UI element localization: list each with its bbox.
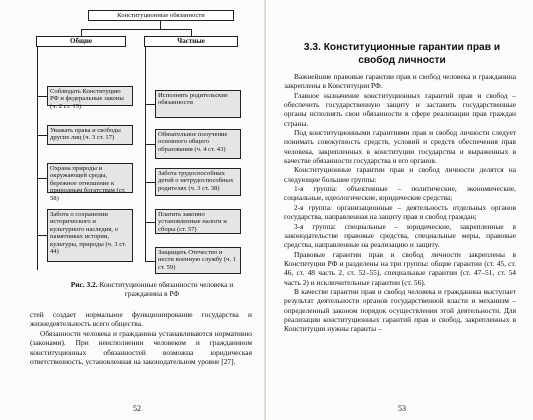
connector	[145, 182, 155, 183]
right-page	[266, 0, 533, 420]
section-heading: 3.3. Конституционные гарантии прав и свобод личности	[303, 42, 501, 66]
general-item-box: Забота о сохранении исторического и культурного наследия, о памятниках истории, культуры, природы (ч. 3 ст. 44)	[47, 209, 133, 262]
figure-caption	[52, 280, 252, 298]
connector	[37, 178, 47, 179]
connector	[145, 144, 155, 145]
left-page	[0, 0, 266, 420]
caption-text: Конституционные обязанности человека и гражданина в РФ	[97, 280, 234, 298]
connector	[160, 21, 161, 29]
page-number: 53	[398, 404, 406, 413]
paragraph: В качестве гарантии прав и свобод человека и гражданина выступает результат деятельности органов государственной власти и механизм – определенный законом порядок осуществления этой деятельности. Для реализации конституционных гарантий прав и свобод, закрепленных в Конституции нужны гаранты –	[284, 286, 516, 334]
paragraph: Конституционные гарантии прав и свобод личности делятся на следующие большие группы:	[284, 165, 516, 184]
paragraph: стей создает нормальное функционирование государства и жизнедеятельность всего общества.	[30, 310, 252, 329]
paragraph: Важнейшие правовые гарантии прав и свобод человека и гражданина закреплены в Конституции РФ.	[284, 72, 516, 91]
diagram-root-box: Конституционные обязанности	[88, 10, 234, 21]
connector	[191, 29, 192, 36]
specific-item-box: Исполнять родительские обязанности	[155, 90, 241, 118]
specific-item-box: Обязательное получение основного общего образования (ч. 4 ст. 43)	[155, 129, 241, 159]
general-item-box: Охрана природы и окружающей среды, бережное отношение к природным богатствам (ст. 58)	[47, 163, 133, 193]
connector	[145, 222, 155, 223]
connector	[145, 261, 155, 262]
connector	[37, 235, 47, 236]
connector	[81, 29, 191, 30]
general-item-box: Уважать права и свободы других лиц (ч. 3 ст. 17)	[47, 125, 133, 145]
connector	[37, 96, 47, 97]
connector	[145, 47, 146, 261]
paragraph: Под конституционными гарантиями прав и свобод личности следует понимать совокупность средств, условий и средств обеспечения прав человека, закрепленных в конституции государства и выраженных в качестве обязанности государства и его органов.	[284, 128, 516, 166]
paragraph: Обязанности человека и гражданина устанавливаются нормативно (законами). При неисполнении человеком и гражданином конституционных обязанностей возможна юридическая ответственность, установленная на законодательном уровне [27].	[30, 328, 252, 367]
connector	[145, 104, 155, 105]
connector	[37, 135, 47, 136]
specific-item-box: Защищать Отечество и нести военную службу (ч. 1 ст. 59)	[155, 247, 241, 274]
paragraph: Главное назначение конституционных гарантий прав и свобод – обеспечить государственную защиту и заставить государственные органы исполнять свои обязанности в сфере реализации прав граждан страны.	[284, 90, 516, 128]
left-body-text	[30, 310, 252, 366]
connector	[37, 47, 38, 270]
page-number: 52	[133, 404, 141, 413]
caption-label: Рис. 3.2.	[70, 280, 98, 289]
connector	[81, 29, 82, 36]
specific-item-box: Забота трудоспособных детей о нетрудоспособных родителях (ч. 3 ст. 38)	[155, 168, 241, 196]
specific-header-box: Частные	[144, 36, 238, 47]
paragraph: 1-я группа: объективные – политические, экономические, социальные, идеологические, юридические средства;	[284, 184, 516, 203]
paragraph: 2-я группа: организационные – деятельность отдельных органов государства, направленная на защиту прав и свобод граждан;	[284, 202, 516, 222]
general-header-box: Общие	[36, 36, 126, 47]
right-body-text	[284, 72, 516, 334]
specific-item-box: Платить законно установленные налоги и сборы (ст. 57)	[155, 209, 241, 234]
paragraph: 3-я группа: специальные – юридические, закрепленные в законодательстве правовые средства, специальные меры, правовые средства, направленные на реализацию и защиту.	[284, 221, 516, 250]
paragraph: Правовые гарантии прав и свобод личности закреплены в Конституции РФ и разделены на три группы: общие гарантии (ст. 45, ст. 46, ст. 48 часть 2, ст. 52–55), специальные гарантии (ст. 47–51, ст. 54 часть 2) и исключительные гарантии (ст. 56).	[284, 249, 516, 287]
general-item-box: Соблюдать Конституцию РФ и федеральные законы (ч. 2 ст. 15)	[47, 86, 133, 106]
